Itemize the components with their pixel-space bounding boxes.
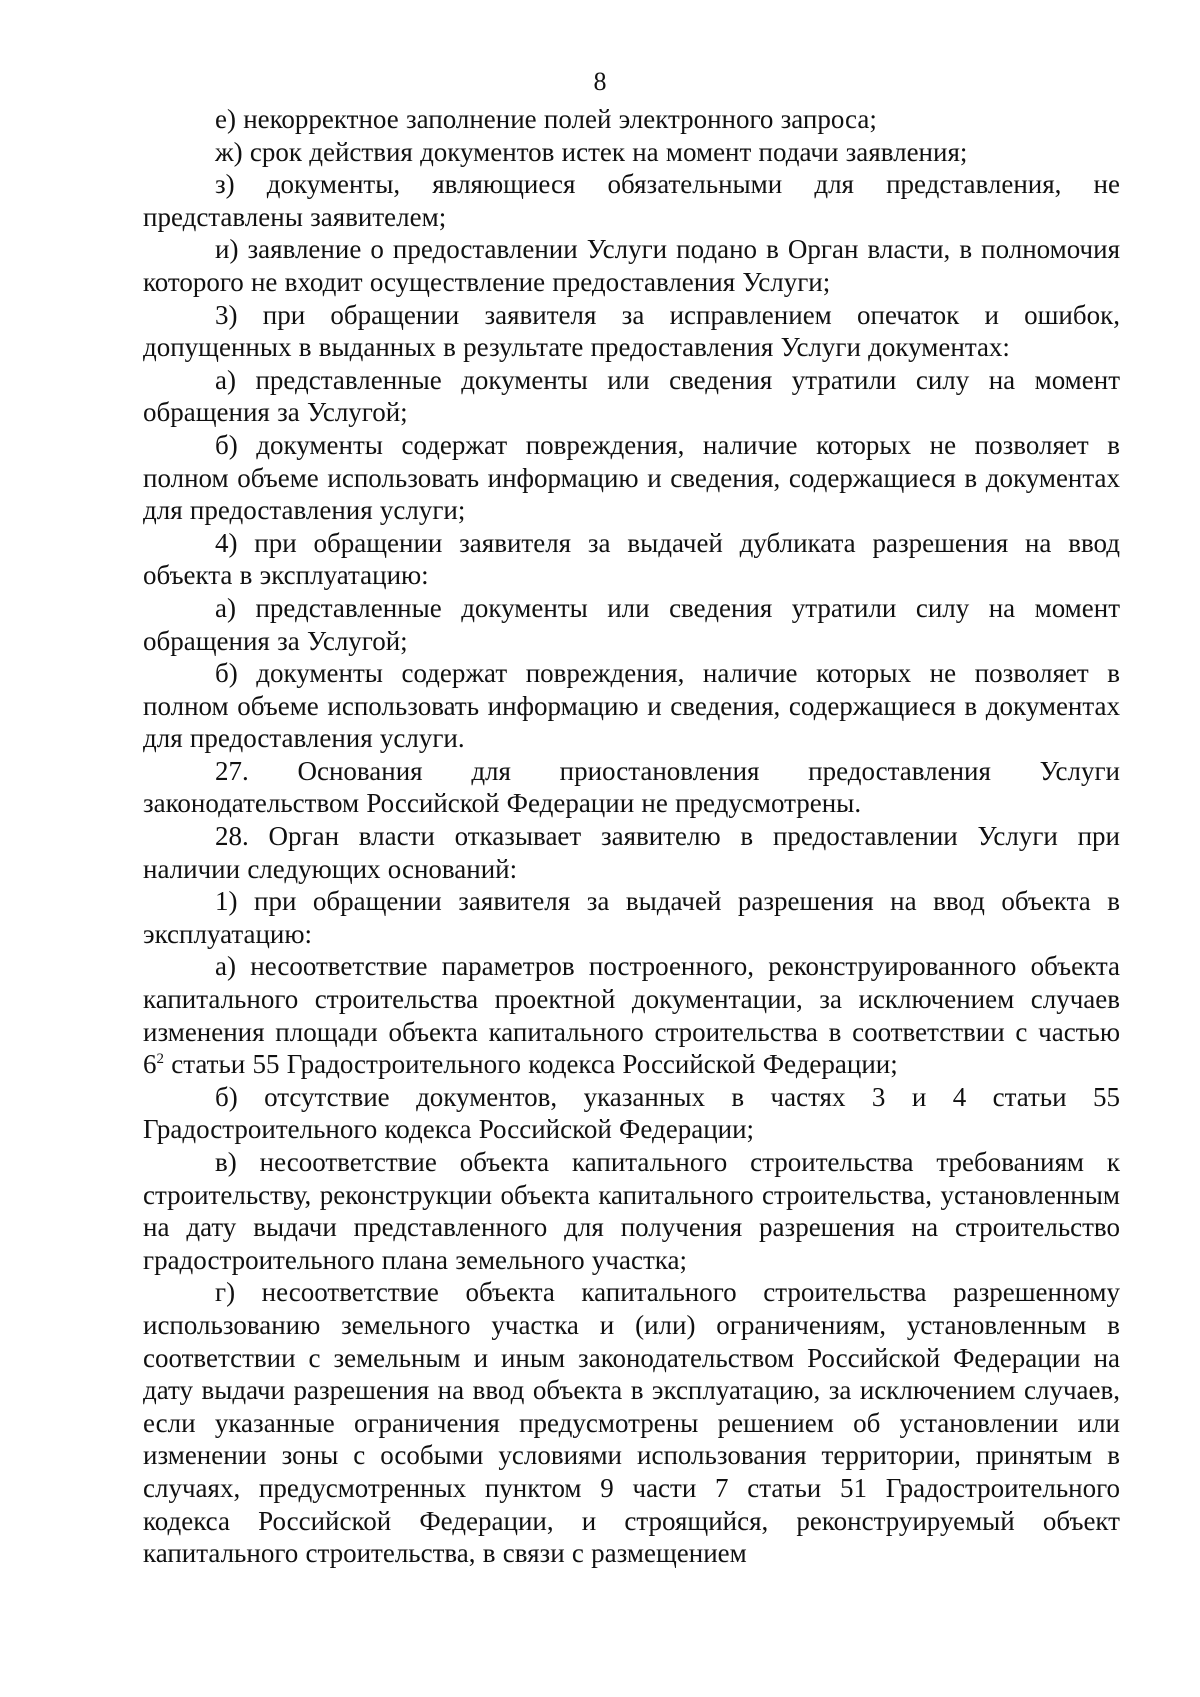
paragraph-b-damaged-documents-duplicate: б) документы содержат повреждения, наличие которых не позволяет в полном объеме использовать информацию и сведения, содержащиеся в документах для предоставления услуги. [143,658,1120,754]
paragraph-a-text-end: статьи 55 Градостроительного кодекса Российской Федерации; [164,1049,898,1080]
document-body [143,103,1120,1570]
paragraph-v-requirements-mismatch: в) несоответствие объекта капитального строительства требованиям к строительству, реконструкции объекта капитального строительства, установленным на дату выдачи представленного для получения разрешения на строительство градостроительного плана земельного участка; [143,1147,1120,1275]
paragraph-3-typo-correction: 3) при обращении заявителя за исправлением опечаток и ошибок, допущенных в выданных в результате предоставления Услуги документах: [143,299,1120,363]
superscript-index: 2 [156,1051,164,1068]
paragraph-27-suspension-grounds: 27. Основания для приостановления предоставления Услуги законодательством Российской Федерации не предусмотрены. [143,755,1120,819]
paragraph-a-lost-validity: а) представленные документы или сведения утратили силу на момент обращения за Услугой; [143,364,1120,428]
paragraph-a-parameter-mismatch [143,950,1120,1080]
paragraph-28-refusal-grounds: 28. Орган власти отказывает заявителю в предоставлении Услуги при наличии следующих оснований: [143,821,1120,884]
paragraph-zh-expired-documents: ж) срок действия документов истек на момент подачи заявления; [215,136,968,167]
paragraph-i-wrong-authority: и) заявление о предоставлении Услуги подано в Орган власти, в полномочия которого не входит осуществление предоставления Услуги; [143,234,1120,297]
paragraph-e-incorrect-fields: е) некорректное заполнение полей электронного запроса; [215,104,877,134]
page-number: 8 [593,67,607,96]
paragraph-4-duplicate-permit: 4) при обращении заявителя за выдачей дубликата разрешения на ввод объекта в эксплуатацию: [143,527,1120,591]
paragraph-a-text-start: а) несоответствие параметров построенного, реконструированного объекта капитального строительства проектной документации, за исключением случаев изменения площади объекта капитального строительства в соответствии с частью 6 [143,951,1120,1080]
paragraph-z-missing-documents: з) документы, являющиеся обязательными для представления, не представлены заявителем; [143,169,1120,232]
paragraph-g-land-use-mismatch: г) несоответствие объекта капитального строительства разрешенному использованию земельного участка и (или) ограничениям, установленным в соответствии с земельным и иным законодательством Российской Федерации на дату выдачи разрешения на ввод объекта в эксплуатацию, за исключением случаев, если указанные ограничения предусмотрены решением об установлении или изменении зоны с особыми условиями использования территории, принятым в случаях, предусмотренных пунктом 9 части 7 статьи 51 Градостроительного кодекса Российской Федерации, и строящийся, реконструируемый объект капитального строительства, в связи с размещением [143,1277,1120,1569]
paragraph-1-commissioning-permit: 1) при обращении заявителя за выдачей разрешения на ввод объекта в эксплуатацию: [143,886,1120,949]
paragraph-a-lost-validity-duplicate: а) представленные документы или сведения утратили силу на момент обращения за Услугой; [143,592,1120,656]
paragraph-b-damaged-documents: б) документы содержат повреждения, наличие которых не позволяет в полном объеме использовать информацию и сведения, содержащиеся в документах для предоставления услуги; [143,429,1120,526]
paragraph-b-missing-documents: б) отсутствие документов, указанных в частях 3 и 4 статьи 55 Градостроительного кодекса Российской Федерации; [143,1081,1120,1145]
